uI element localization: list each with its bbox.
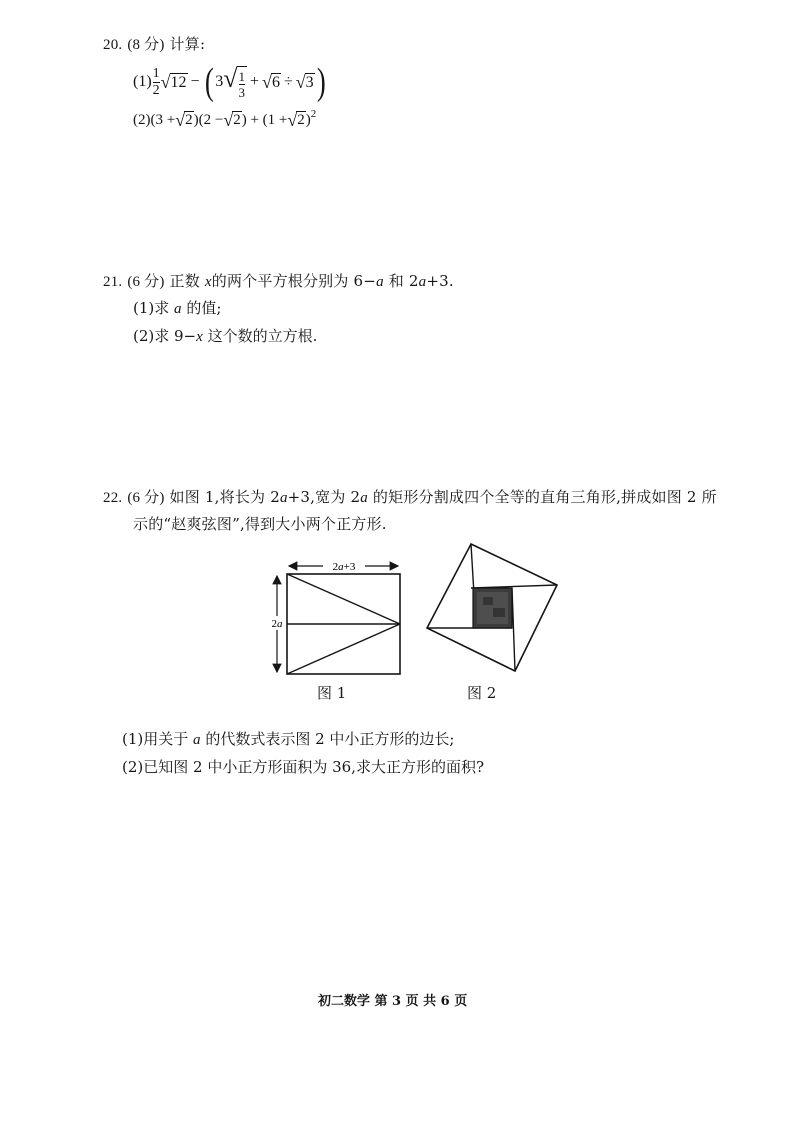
- figure-2-zhao-shuang-diagram: [423, 540, 563, 678]
- left-paren: (: [204, 61, 214, 103]
- q20-instruction: 计算:: [169, 35, 206, 53]
- figure-1-rectangle: [265, 558, 405, 678]
- fig1-diag-top: [287, 574, 400, 624]
- fig1-top-label: 2a+3: [332, 561, 356, 573]
- var-a: a: [174, 301, 182, 317]
- expr-seg-b: )(2 −: [193, 111, 224, 128]
- q21-part1: [133, 297, 221, 318]
- page-footer: 初二数学 第 3 页 共 6 页: [318, 994, 468, 1009]
- expr-seg-d: ): [305, 111, 311, 128]
- q21-part2-b: 这个数的立方根.: [207, 327, 318, 345]
- sqrt-one-third: √ $\frac{1}{3}$: [223, 63, 246, 100]
- q22-score: (6 分): [127, 490, 165, 506]
- q22-line1-b: +3,宽为 2: [287, 488, 361, 506]
- q21-text-a: 正数: [169, 272, 200, 290]
- fraction-denominator: 2: [152, 82, 160, 98]
- q21-text-c: 和 2: [388, 272, 419, 290]
- var-a: a: [418, 274, 427, 290]
- figure-1-caption: 图 1: [317, 684, 347, 702]
- q22-line2: 示的“赵爽弦图”,得到大小两个正方形.: [133, 515, 387, 533]
- var-x: x: [204, 274, 212, 290]
- plus-sign: +: [250, 73, 260, 90]
- sqrt-2-c: √ 2: [287, 110, 305, 130]
- q21-part1-b: 的值;: [186, 299, 222, 317]
- q21-text-d: +3.: [426, 272, 454, 290]
- sqrt-12: √ 12: [160, 71, 187, 92]
- q21-part2: [133, 325, 317, 346]
- fig1-side-label: 2a: [271, 618, 283, 630]
- expr-seg-a: (3 +: [150, 111, 176, 128]
- sqrt-3: √ 3: [295, 71, 314, 92]
- q21-part1-a: (1)求: [133, 299, 170, 317]
- q20-header: [103, 33, 205, 54]
- q20-number: 20.: [103, 37, 123, 53]
- var-a: a: [193, 732, 201, 748]
- minus-sign: −: [190, 73, 200, 90]
- coefficient-three: 3: [215, 73, 224, 90]
- q22-number: 22.: [103, 490, 123, 506]
- q21-header: [103, 270, 454, 291]
- q20-score: (8 分): [127, 37, 165, 53]
- q21-score: (6 分): [127, 274, 165, 290]
- q21-part2-a: (2)求 9−: [133, 327, 197, 345]
- q22-line1-c: 的矩形分割成四个全等的直角三角形,拼成如图 2 所: [372, 488, 717, 506]
- q22-part1-b: 的代数式表示图 2 中小正方形的边长;: [205, 730, 455, 748]
- expr-seg-c: ) + (1 +: [241, 111, 288, 128]
- q21-number: 21.: [103, 274, 123, 290]
- right-paren: ): [316, 61, 326, 103]
- q20-part2: [133, 108, 316, 132]
- sqrt-2-b: √ 2: [223, 110, 241, 130]
- var-a: a: [279, 490, 288, 506]
- q22-line1: [103, 486, 717, 507]
- q22-part1-a: (1)用关于: [122, 730, 189, 748]
- q21-text-b: 的两个平方根分别为 6−: [211, 272, 377, 290]
- sqrt-6: √ 6: [262, 71, 280, 92]
- fig1-diag-bottom: [287, 624, 400, 674]
- fraction-numerator: 1: [152, 65, 160, 81]
- q20-part1-label: (1): [133, 73, 152, 90]
- divide-sign: ÷: [283, 73, 293, 90]
- var-a: a: [360, 490, 368, 506]
- sqrt-2-a: √ 2: [175, 110, 193, 130]
- var-a: a: [376, 274, 384, 290]
- q20-part1: [133, 58, 327, 106]
- q20-part1-fraction: [153, 67, 160, 98]
- exponent: 2: [310, 108, 317, 120]
- figure-2-caption: 图 2: [467, 684, 497, 702]
- q20-part2-label: (2): [133, 111, 151, 128]
- q22-line1-a: 如图 1,将长为 2: [169, 488, 280, 506]
- q22-part1: [122, 728, 454, 749]
- q22-part2: (2)已知图 2 中小正方形面积为 36,求大正方形的面积?: [122, 758, 484, 776]
- var-x: x: [196, 329, 203, 345]
